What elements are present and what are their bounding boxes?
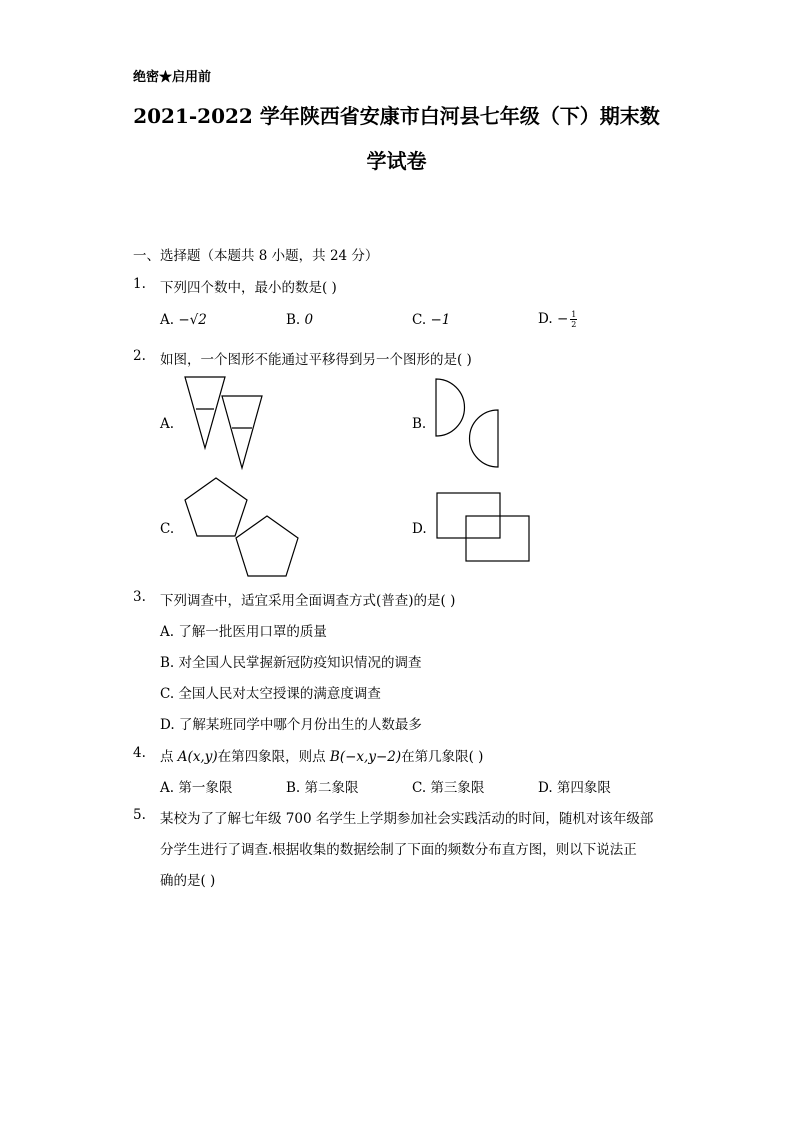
question-5-line3: 确的是( ) [160, 873, 216, 889]
confidential-label: 绝密★启用前 [133, 70, 212, 85]
q2-option-b-figure [434, 378, 500, 470]
q4-text-mid: 在第四象限，则点 [217, 749, 330, 765]
q2-option-d-figure [436, 492, 532, 564]
q4-point-b: B(−x,y−2) [329, 749, 402, 765]
q3-option-a: A. 了解一批医用口罩的质量 [160, 624, 327, 640]
q1-option-b [286, 312, 313, 328]
triangle-shape [185, 377, 225, 448]
q1-option-a-value: −√2 [178, 312, 207, 328]
triangle-shape [222, 396, 262, 468]
q1-option-d-label: D. [538, 311, 553, 327]
q1-option-b-value: 0 [304, 312, 314, 328]
semicircle-shape [436, 379, 464, 436]
q1-option-c [412, 312, 450, 328]
q3-option-d: D. 了解某班同学中哪个月份出生的人数最多 [160, 717, 422, 733]
question-1-text: 下列四个数中，最小的数是( ) [160, 280, 337, 296]
q2-option-d-label: D. [412, 521, 427, 537]
question-3-text: 下列调查中，适宜采用全面调查方式(普查)的是( ) [160, 593, 456, 609]
pentagon-shape [185, 478, 247, 536]
q1-option-d-fraction [570, 310, 577, 329]
q4-option-b: B. 第二象限 [286, 780, 359, 796]
q3-option-b: B. 对全国人民掌握新冠防疫知识情况的调查 [160, 655, 422, 671]
section-heading: 一、选择题（本题共 8 小题，共 24 分） [133, 248, 379, 264]
q2-option-a-figure [184, 376, 266, 472]
q1-option-c-value: −1 [430, 312, 451, 328]
q3-option-c: C. 全国人民对太空授课的满意度调查 [160, 686, 381, 702]
fraction-denominator: 2 [571, 320, 577, 329]
q1-option-b-label: B. [286, 312, 301, 328]
fraction-numerator: 1 [571, 310, 577, 319]
question-5-line2: 分学生进行了调查.根据收集的数据绘制了下面的频数分布直方图，则以下说法正 [160, 842, 637, 858]
q4-text-pre: 点 [160, 749, 178, 765]
q4-option-c: C. 第三象限 [412, 780, 485, 796]
q1-option-a [160, 312, 207, 328]
q4-point-a: A(x,y) [177, 749, 218, 765]
exam-title-line2: 学试卷 [366, 149, 427, 173]
q2-option-c-label: C. [160, 521, 175, 537]
question-4-number: 4. [133, 745, 146, 761]
q1-option-c-label: C. [412, 312, 427, 328]
pentagon-shape [236, 516, 298, 576]
question-2-number: 2. [133, 348, 146, 364]
question-4-text [160, 745, 483, 765]
q2-option-c-figure [182, 476, 302, 580]
semicircle-shape [470, 410, 498, 467]
question-5-number: 5. [133, 807, 146, 823]
exam-title-line1: 2021-2022 学年陕西省安康市白河县七年级（下）期末数 [133, 104, 660, 128]
q4-option-d: D. 第四象限 [538, 780, 611, 796]
q2-option-a-label: A. [160, 416, 175, 432]
question-1-number: 1. [133, 276, 146, 292]
q4-option-a: A. 第一象限 [160, 780, 233, 796]
q2-option-b-label: B. [412, 416, 427, 432]
question-2-text: 如图，一个图形不能通过平移得到另一个图形的是( ) [160, 352, 472, 368]
q1-option-d [538, 310, 577, 329]
q4-text-post: 在第几象限( ) [401, 749, 484, 765]
question-3-number: 3. [133, 589, 146, 605]
q1-option-a-label: A. [160, 312, 175, 328]
q1-option-d-sign: − [556, 311, 569, 327]
question-5-line1: 某校为了了解七年级 700 名学生上学期参加社会实践活动的时间，随机对该年级部 [160, 811, 654, 827]
